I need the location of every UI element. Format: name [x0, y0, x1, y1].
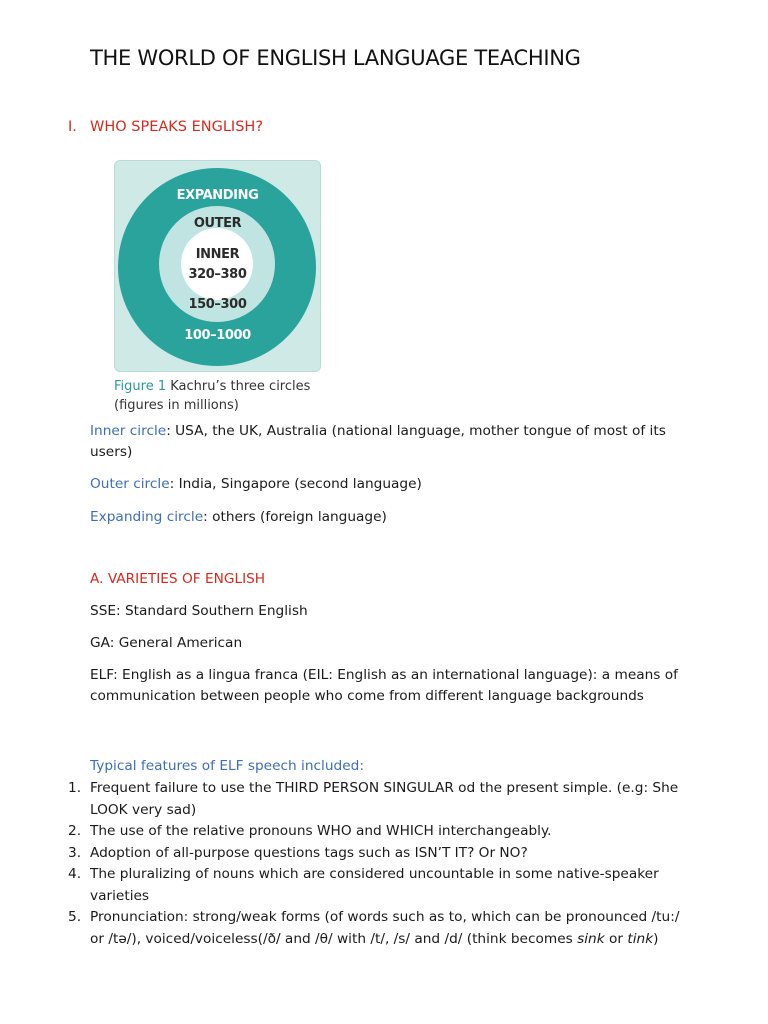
elf-paragraph: ELF: English as a lingua franca (EIL: English as an international language): a means of communication between people who come from different language backgrounds: [90, 667, 678, 704]
inner-label: INNER: [195, 247, 240, 262]
list-item-text-mid: or: [604, 930, 628, 947]
kachru-circles-figure: [114, 160, 321, 372]
elf-features-heading: Typical features of ELF speech included:: [90, 758, 364, 774]
list-item-text-end: ): [653, 930, 659, 947]
list-item: [62, 821, 682, 843]
figure-caption-line2: (figures in millions): [114, 398, 239, 413]
list-number: 4.: [68, 866, 82, 882]
list-item-text: The pluralizing of nouns which are considered uncountable in some native-speaker varieties: [90, 866, 659, 904]
section-heading-varieties: A. VARIETIES OF ENGLISH: [90, 571, 266, 587]
italic-word-tink: tink: [627, 930, 654, 947]
inner-circle-paragraph: [90, 421, 690, 463]
outer-value: 150–300: [188, 297, 247, 312]
sse-paragraph: SSE: Standard Southern English: [90, 603, 308, 619]
list-item-text: The use of the relative pronouns WHO and WHICH interchangeably.: [90, 823, 552, 839]
outer-circle-term: Outer circle: [90, 476, 170, 492]
list-item: [62, 907, 682, 950]
inner-value: 320–380: [188, 267, 247, 282]
outer-circle-desc: : India, Singapore (second language): [169, 476, 422, 492]
page-title: THE WORLD OF ENGLISH LANGUAGE TEACHING: [90, 46, 581, 70]
ga-paragraph: GA: General American: [90, 635, 243, 651]
figure-caption: [114, 377, 310, 415]
outer-label: OUTER: [193, 216, 242, 231]
list-item-text: Pronunciation: strong/weak forms (of words such as to, which can be pronounced /tu:/ or /tə/), voiced/voiceless(/ð/ and /θ/ with /t/, /s/ and /d/ (think becomes: [90, 909, 680, 947]
expanding-circle-desc: : others (foreign language): [203, 509, 387, 525]
expanding-value: 100–1000: [184, 328, 251, 343]
section-number: I.: [68, 119, 77, 135]
section-heading-text: WHO SPEAKS ENGLISH?: [90, 119, 264, 135]
list-number: 3.: [68, 844, 82, 861]
expanding-circle-term: Expanding circle: [90, 509, 204, 525]
outer-circle-paragraph: [90, 474, 690, 495]
elf-features-list: [62, 778, 682, 950]
list-number: 5.: [68, 909, 82, 925]
list-item: [62, 843, 682, 865]
italic-word-sink: sink: [577, 930, 605, 947]
inner-circle-desc: : USA, the UK, Australia (national language, mother tongue of most of its users): [90, 423, 666, 460]
expanding-circle-paragraph: [90, 507, 690, 528]
inner-circle: [181, 228, 253, 300]
figure-caption-text: Kachru’s three circles: [170, 379, 311, 394]
list-item-text: Frequent failure to use the THIRD PERSON SINGULAR od the present simple. (e.g: She LOOK very sad): [90, 780, 679, 818]
list-item-text: Adoption of all-purpose questions tags such as ISN’T IT? Or NO?: [90, 844, 528, 861]
list-item: [62, 864, 682, 907]
list-item: [62, 778, 682, 821]
list-number: 1.: [68, 780, 82, 796]
inner-circle-term: Inner circle: [90, 423, 167, 439]
expanding-label: EXPANDING: [176, 188, 259, 203]
list-number: 2.: [68, 823, 82, 839]
figure-number: Figure 1: [114, 379, 167, 394]
section-heading-who-speaks: [68, 119, 263, 135]
